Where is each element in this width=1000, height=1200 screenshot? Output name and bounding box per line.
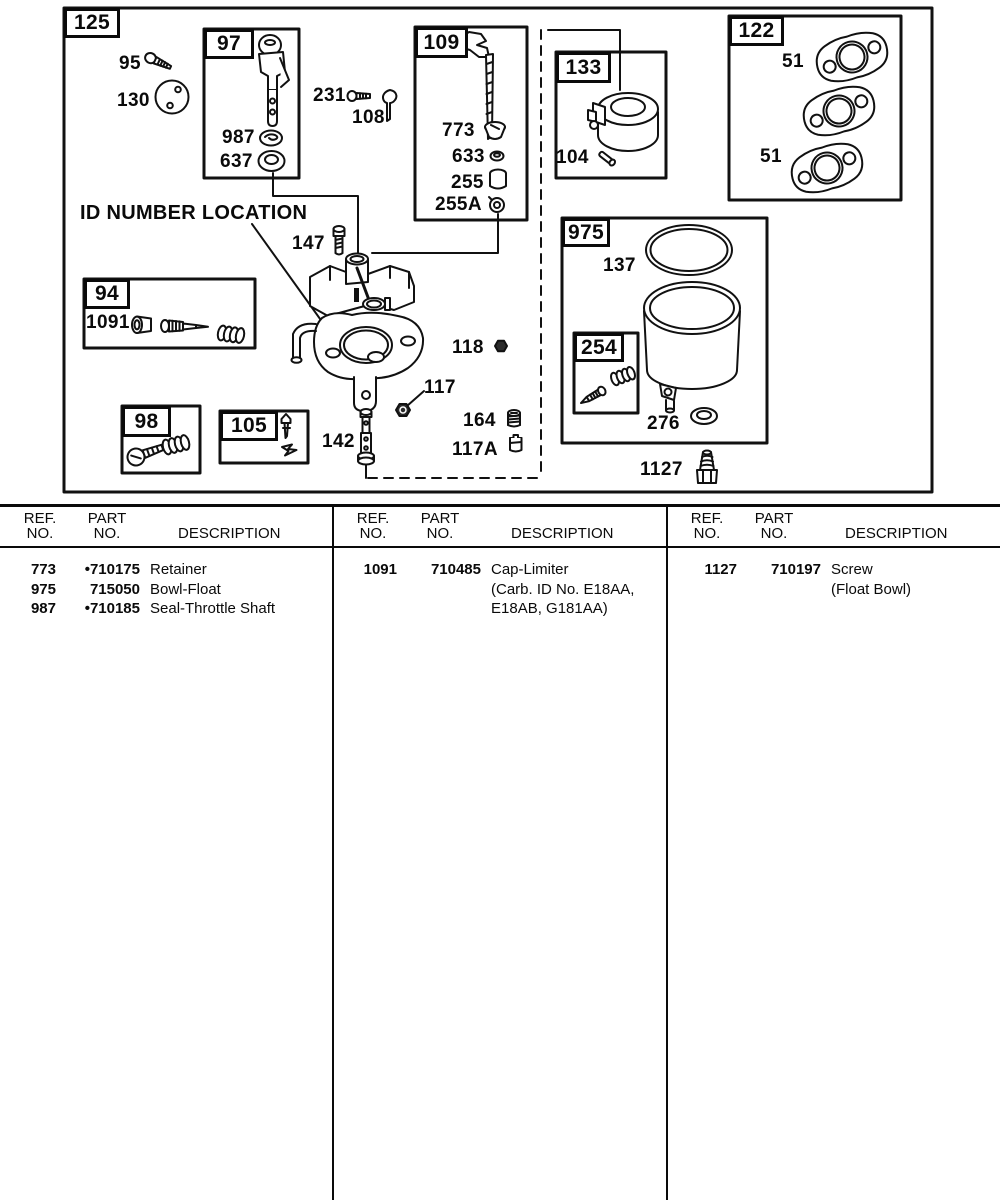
table-column-3 — [667, 504, 1000, 1194]
callout-117: 117 — [424, 377, 456, 398]
box-label-109: 109 — [415, 27, 468, 58]
part-255-cup-icon — [490, 170, 506, 189]
parts-table — [0, 500, 1000, 1200]
part-no: 715050 — [89, 580, 140, 598]
callout-104: 104 — [556, 147, 589, 168]
ref-no: 773 — [30, 561, 56, 578]
callout-117a: 117A — [452, 439, 498, 460]
header-description: DESCRIPTION — [178, 525, 281, 542]
exploded-parts-diagram — [0, 0, 1000, 500]
callout-773: 773 — [442, 120, 475, 141]
header-ref-no: REF. NO. — [690, 510, 724, 542]
part-117a-jet-icon — [510, 435, 522, 452]
callout-276: 276 — [647, 413, 680, 434]
header-part-no: PART NO. — [754, 510, 794, 542]
part-description: Seal-Throttle Shaft — [150, 600, 276, 617]
part-97-throttle-shaft-icon — [259, 35, 289, 126]
callout-987: 987 — [222, 127, 255, 148]
part-description: Cap-Limiter (Carb. ID No. E18AA, E18AB, G181AA) — [491, 561, 635, 617]
callout-255a: 255A — [435, 194, 483, 215]
part-255a-washer-icon — [489, 197, 504, 212]
callout-1091: 1091 — [86, 312, 130, 333]
part-987-seal-icon — [260, 131, 282, 146]
box-label-975: 975 — [562, 218, 610, 247]
table-column-2 — [333, 504, 666, 1194]
part-description: Bowl-Float — [150, 580, 221, 598]
part-637-washer-icon — [259, 151, 285, 171]
part-1091-cap-limiter-icon — [132, 317, 151, 334]
callout-130: 130 — [117, 90, 150, 111]
header-description: DESCRIPTION — [511, 525, 614, 542]
part-633-washer-icon — [491, 152, 504, 161]
callout-231: 231 — [313, 85, 346, 106]
part-no: •710175 — [84, 561, 140, 578]
part-108-clip-icon — [383, 90, 396, 121]
table-row — [667, 560, 1000, 599]
part-1127-bolt-icon — [697, 451, 717, 484]
box-label-133: 133 — [556, 52, 611, 83]
part-95-screw-icon — [143, 51, 172, 72]
table-row — [0, 599, 333, 619]
part-no: 710485 — [430, 561, 481, 578]
part-98-spring-icon — [161, 434, 191, 455]
box-label-254: 254 — [574, 333, 624, 362]
header-description: DESCRIPTION — [845, 525, 948, 542]
callout-51-bottom: 51 — [760, 146, 782, 167]
part-no: 710197 — [770, 561, 821, 578]
box-label-122: 122 — [729, 16, 784, 46]
callout-164: 164 — [463, 410, 496, 431]
header-ref-no: REF. NO. — [23, 510, 57, 542]
table-header — [0, 504, 333, 546]
box-label-97: 97 — [204, 29, 254, 59]
part-975-float-bowl-icon — [644, 282, 740, 413]
part-130-disc-icon — [156, 81, 189, 114]
part-147-screw-icon — [334, 226, 345, 255]
box-label-105: 105 — [220, 411, 278, 441]
part-118-nut-icon — [495, 341, 507, 351]
callout-118: 118 — [452, 337, 484, 358]
part-104-pin-icon — [598, 150, 616, 166]
table-row — [0, 580, 333, 600]
part-105-needle-icon — [282, 414, 291, 438]
callout-633: 633 — [452, 146, 485, 167]
ref-no: 1091 — [363, 561, 397, 578]
callout-147: 147 — [292, 233, 325, 254]
carburetor-body — [292, 254, 424, 412]
part-254-needle-icon — [579, 385, 607, 407]
table-row — [333, 560, 666, 619]
header-part-no: PART NO. — [87, 510, 127, 542]
header-part-no: PART NO. — [420, 510, 460, 542]
callout-637: 637 — [220, 151, 253, 172]
box-label-125: 125 — [64, 8, 120, 38]
part-164-jet-icon — [508, 410, 520, 427]
part-94-needle-icon — [161, 320, 208, 332]
callout-137: 137 — [603, 255, 636, 276]
table-column-1 — [0, 504, 333, 1194]
header-ref-no: REF. NO. — [356, 510, 390, 542]
part-231-screw-icon — [348, 91, 371, 101]
box-label-98: 98 — [122, 406, 171, 437]
callout-108: 108 — [352, 107, 385, 128]
part-773-retainer-icon — [485, 122, 505, 139]
id-number-location-label: ID NUMBER LOCATION — [80, 202, 308, 224]
callout-51-top: 51 — [782, 51, 804, 72]
table-header — [667, 504, 1000, 546]
part-276-washer-icon — [691, 408, 717, 424]
ref-no: 987 — [30, 600, 56, 617]
callout-95: 95 — [119, 53, 141, 74]
table-header — [333, 504, 666, 546]
part-117-nut-icon — [396, 404, 410, 416]
part-105-clip-icon — [282, 445, 297, 456]
part-94-spring-icon — [217, 325, 246, 344]
ref-no: 1127 — [704, 561, 737, 578]
callout-142: 142 — [322, 431, 355, 452]
callout-255: 255 — [451, 172, 484, 193]
part-142-jet-tube-icon — [358, 409, 374, 465]
part-description: Screw (Float Bowl) — [831, 561, 912, 598]
part-133-clamp-icon — [588, 93, 658, 151]
box-label-94: 94 — [84, 279, 130, 309]
callout-1127: 1127 — [640, 459, 683, 480]
part-no: •710185 — [84, 600, 140, 617]
part-description: Retainer — [150, 561, 207, 578]
table-row — [0, 560, 333, 580]
part-254-spring-icon — [609, 366, 636, 386]
part-137-bowl-gasket-icon — [646, 225, 732, 275]
ref-no: 975 — [30, 580, 56, 598]
